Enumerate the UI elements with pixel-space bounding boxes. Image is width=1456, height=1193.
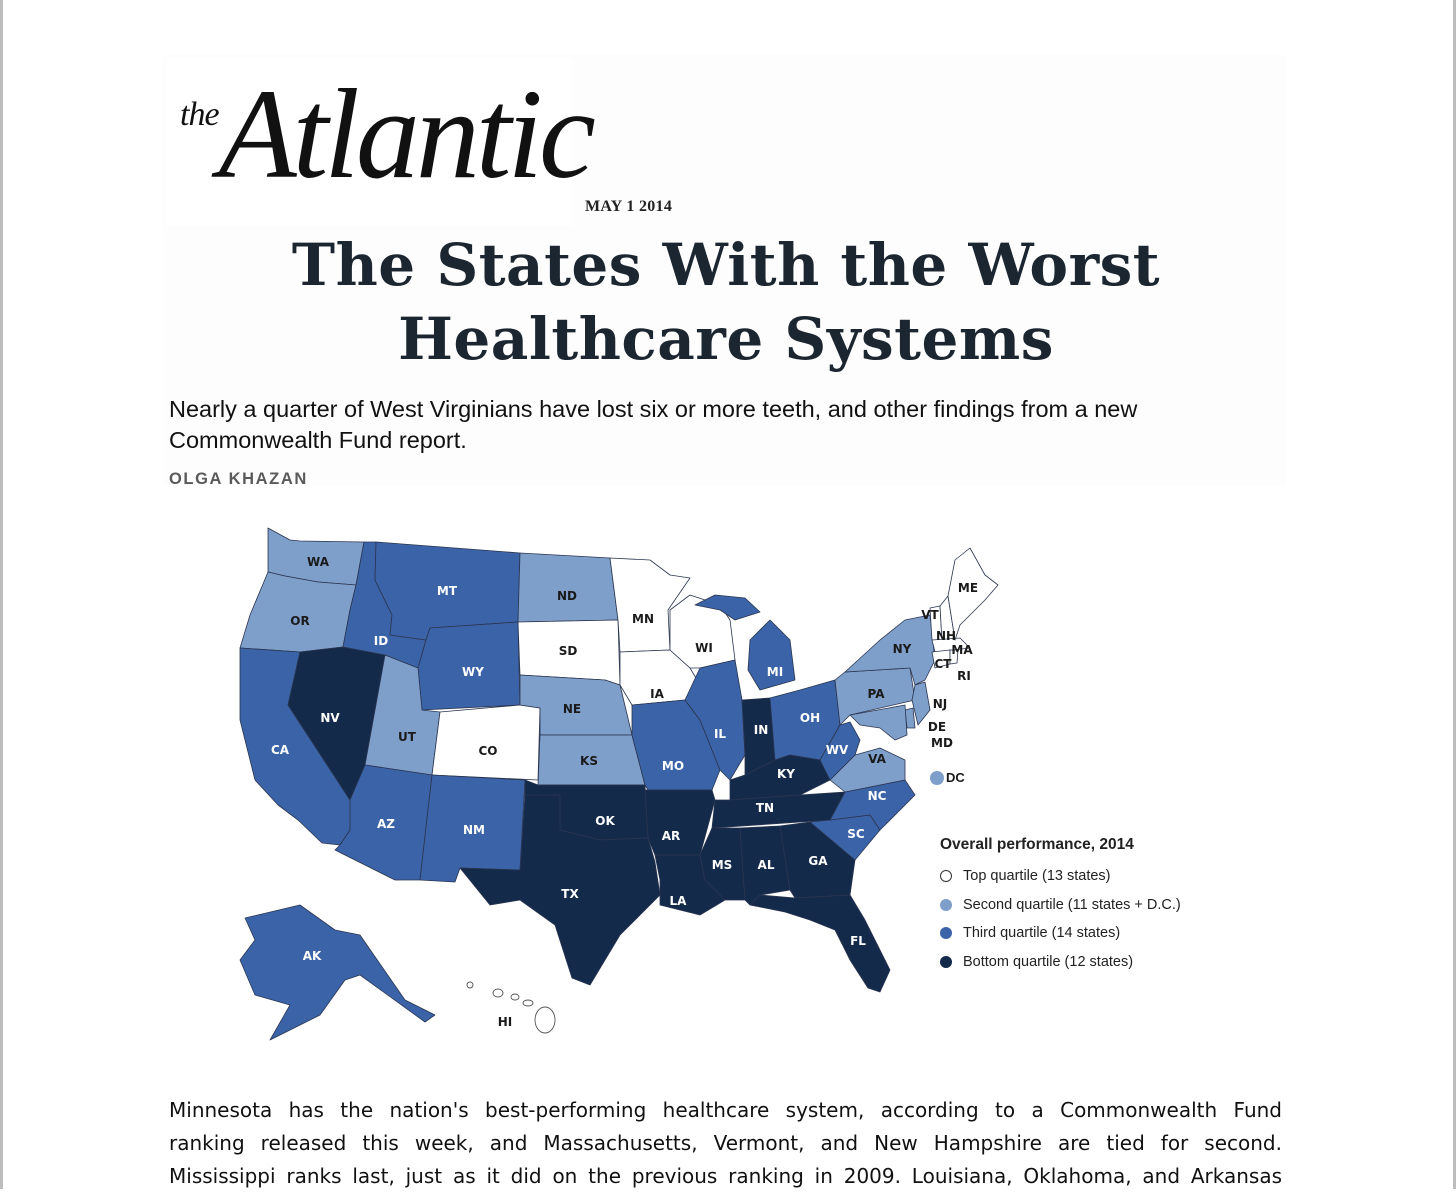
state-CO — [432, 705, 540, 780]
page-edge-left — [0, 0, 3, 1189]
state-HI-2 — [523, 1000, 533, 1006]
label-NM: NM — [463, 823, 485, 837]
label-WV: WV — [825, 743, 849, 757]
article-dek: Nearly a quarter of West Virginians have lost six or more teeth, and other findings from a new Commonwealth Fund report. — [169, 396, 1138, 453]
label-RI: RI — [957, 669, 971, 683]
label-OR: OR — [290, 614, 310, 628]
label-OH: OH — [799, 711, 821, 725]
legend-item-second — [940, 891, 1181, 920]
label-IN: IN — [753, 723, 769, 737]
state-HI — [535, 1007, 555, 1033]
label-MI: MI — [766, 665, 784, 679]
legend-item-third — [940, 919, 1181, 948]
label-NY: NY — [892, 642, 912, 656]
label-IL: IL — [713, 727, 727, 741]
state-OR — [240, 572, 356, 652]
dc-dot — [930, 771, 944, 785]
us-choropleth-map — [220, 515, 1010, 1055]
label-PA: PA — [867, 687, 885, 701]
label-ND: ND — [556, 589, 578, 603]
state-FL — [750, 895, 890, 992]
title-line-2: Healthcare Systems — [398, 305, 1054, 373]
legend-swatch-third — [940, 927, 952, 939]
label-OK: OK — [595, 814, 615, 828]
label-TN: TN — [755, 801, 775, 815]
label-UT: UT — [398, 730, 416, 744]
article-body — [169, 1094, 1282, 1193]
label-VT: VT — [921, 608, 939, 622]
body-line-2: ranking released this week, and Massachusetts, Vermont, and New Hampshire are tied for second. — [169, 1131, 1282, 1155]
label-KS: KS — [580, 754, 598, 768]
title-line-1: The States With the Worst — [291, 231, 1161, 299]
label-AR: AR — [661, 829, 681, 843]
label-ME: ME — [957, 581, 979, 595]
body-line-1: Minnesota has the nation's best-performing healthcare system, according to a Commonwealth Fund — [169, 1098, 1282, 1122]
legend-swatch-bottom — [940, 956, 952, 968]
legend-label-third: Third quartile (14 states) — [963, 925, 1121, 942]
label-WA: WA — [307, 555, 329, 569]
label-GA: GA — [808, 854, 828, 868]
label-AZ: AZ — [377, 817, 395, 831]
label-WI: WI — [695, 641, 713, 655]
body-line-3: Mississippi ranks last, just as it did on the previous ranking in 2009. Louisiana, Oklahoma, and Arkansas — [169, 1164, 1282, 1188]
legend-title: Overall performance, 2014 — [940, 836, 1134, 853]
label-FL: FL — [850, 934, 866, 948]
label-TX: TX — [561, 887, 579, 901]
label-KY: KY — [777, 767, 795, 781]
label-MN: MN — [632, 612, 654, 626]
label-NV: NV — [320, 711, 340, 725]
label-SC: SC — [847, 827, 865, 841]
label-ID: ID — [373, 634, 389, 648]
label-MT: MT — [436, 584, 458, 598]
article-title — [170, 228, 1282, 376]
state-AK — [240, 905, 435, 1040]
author-byline[interactable]: OLGA KHAZAN — [169, 470, 308, 488]
label-MS: MS — [711, 858, 733, 872]
legend-label-second: Second quartile (11 states + D.C.) — [963, 896, 1181, 913]
label-NJ: NJ — [932, 697, 948, 711]
state-ND — [518, 553, 618, 622]
state-MI — [748, 620, 795, 690]
atlantic-logo — [180, 63, 592, 205]
state-HI-5 — [467, 982, 473, 988]
legend-swatch-top — [940, 870, 952, 882]
label-MO: MO — [661, 759, 685, 773]
state-HI-4 — [493, 989, 503, 997]
dc-marker — [930, 770, 965, 785]
dc-label-text: DC — [946, 770, 965, 785]
legend-swatch-second — [940, 899, 952, 911]
legend-item-top — [940, 862, 1181, 891]
label-VA: VA — [868, 752, 886, 766]
label-IA: IA — [650, 687, 664, 701]
label-MD: MD — [931, 736, 953, 750]
map-legend — [940, 836, 1181, 976]
legend-label-top: Top quartile (13 states) — [963, 868, 1111, 885]
label-NH: NH — [935, 629, 957, 643]
label-HI: HI — [497, 1015, 513, 1029]
label-WY: WY — [462, 665, 484, 679]
label-CA: CA — [270, 743, 290, 757]
label-SD: SD — [558, 644, 578, 658]
state-NJ — [912, 682, 930, 725]
legend-label-bottom: Bottom quartile (12 states) — [963, 953, 1134, 970]
label-LA: LA — [669, 894, 687, 908]
label-NE: NE — [562, 702, 582, 716]
label-MA: MA — [951, 643, 973, 657]
label-DE: DE — [927, 720, 947, 734]
label-CT: CT — [934, 657, 952, 671]
label-AK: AK — [302, 949, 322, 963]
label-NC: NC — [867, 789, 887, 803]
state-HI-3 — [511, 994, 519, 1000]
legend-item-bottom — [940, 948, 1181, 977]
logo-name: Atlantic — [218, 63, 592, 205]
label-AL: AL — [757, 858, 775, 872]
logo-the: the — [180, 96, 219, 133]
publish-date: MAY 1 2014 — [585, 198, 673, 215]
label-CO: CO — [478, 744, 498, 758]
